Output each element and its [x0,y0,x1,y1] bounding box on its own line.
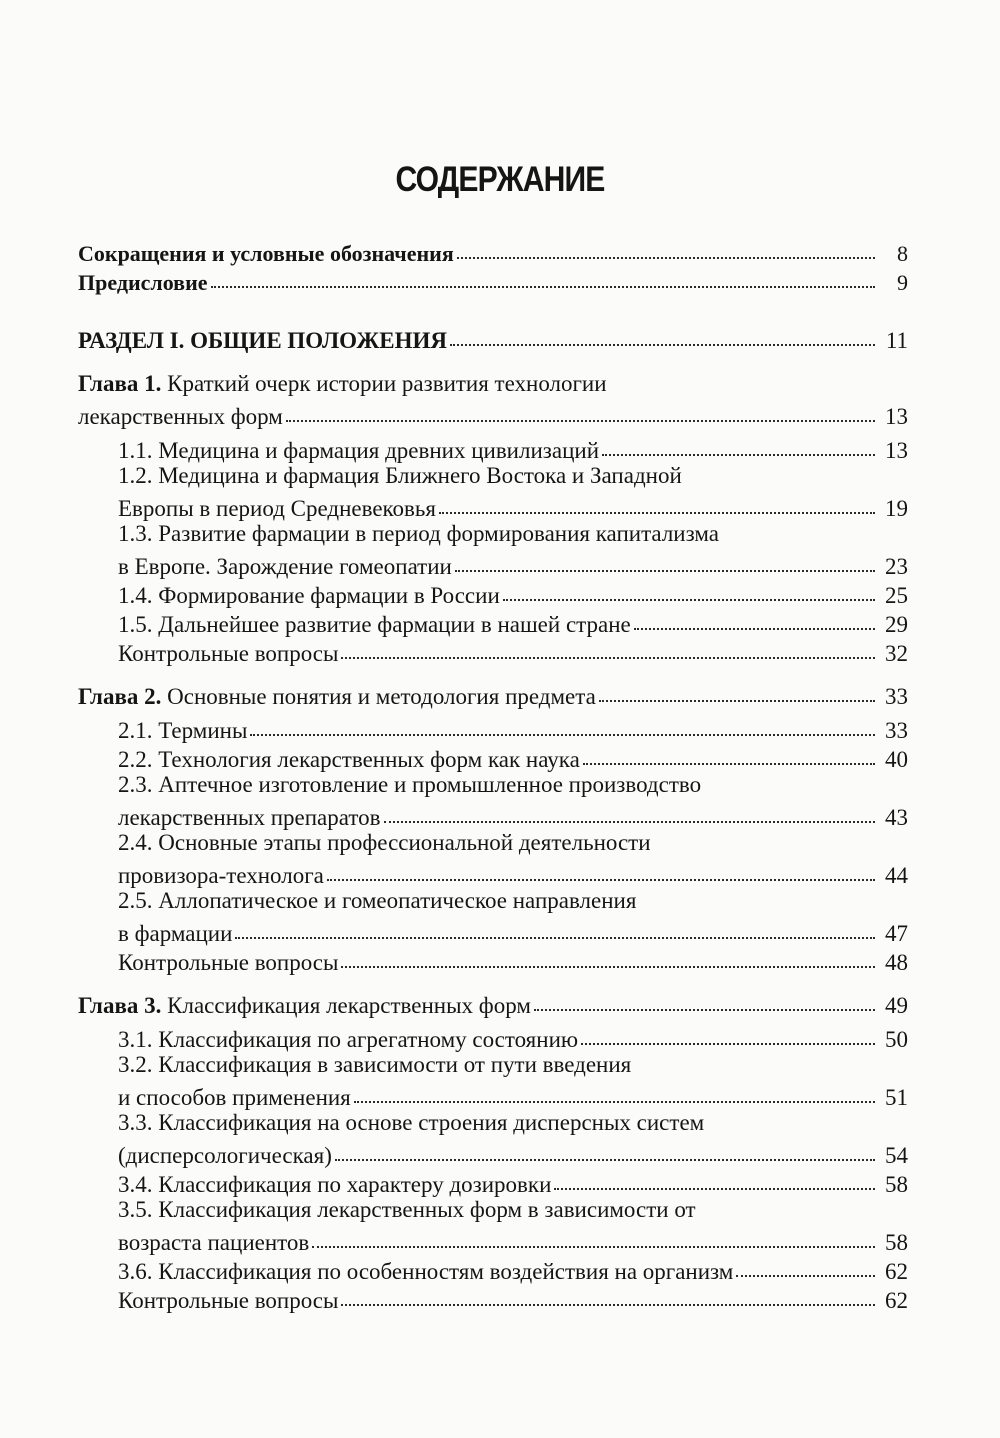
item-title: 1.4. Формирование фармации в России [118,583,500,608]
item-title: 1.5. Дальнейшее развитие фармации в нашей стране [118,612,631,637]
item-title-line1: 2.4. Основные этапы профессиональной деятельности [118,830,651,855]
page-number: 11 [885,328,908,353]
chapter-label: Глава 2. [78,684,162,709]
page-number: 13 [885,404,908,429]
item-title: 2.2. Технология лекарственных форм как наука [118,747,580,772]
leader-dots [327,857,875,881]
item-title: Контрольные вопросы [118,1288,339,1313]
leader-dots [341,944,875,968]
leader-dots [439,490,875,514]
page-number: 50 [885,1027,908,1052]
leader-dots [599,678,875,702]
page-number: 40 [885,747,908,772]
item-title-line2: возраста пациентов [118,1230,310,1255]
item-title: Контрольные вопросы [118,950,339,975]
leader-dots [384,799,876,823]
page-number: 54 [885,1143,908,1168]
item-title: Контрольные вопросы [118,641,339,666]
leader-dots [634,606,875,630]
page-number: 23 [885,554,908,579]
page-number: 43 [885,805,908,830]
chapter-title: Основные понятия и методология предмета [167,684,596,709]
leader-dots [312,1224,875,1248]
item-title: 3.1. Классификация по агрегатному состоянию [118,1027,579,1052]
page-number: 62 [885,1259,908,1284]
page-number: 25 [885,583,908,608]
item-title: 1.1. Медицина и фармация древних цивилизаций [118,438,600,463]
page-number: 33 [885,684,908,709]
entry-title: Сокращения и условные обозначения [78,241,454,266]
item-title-line1: 3.3. Классификация на основе строения дисперсных систем [118,1110,705,1135]
page-number: 32 [885,641,908,666]
chapter-label: Глава 1. [78,371,162,396]
item-title-line2: (дисперсологическая) [118,1143,332,1168]
item-title-line2: Европы в период Средневековья [118,496,436,521]
page-number: 44 [885,863,908,888]
page-number: 58 [885,1172,908,1197]
leader-dots [250,712,875,736]
item-title: 3.6. Классификация по особенностям воздействия на организм [118,1259,734,1284]
page-number: 58 [885,1230,908,1255]
page-number: 19 [885,496,908,521]
leader-dots [457,235,875,259]
leader-dots [211,264,875,288]
page-number: 13 [885,438,908,463]
leader-dots [602,432,875,456]
page-number: 9 [897,270,908,295]
page-number: 62 [885,1288,908,1313]
item-title-line2: в Европе. Зарождение гомеопатии [118,554,452,579]
chapter-title-line1: Краткий очерк истории развития технологии [167,371,607,396]
item-title-line1: 3.5. Классификация лекарственных форм в зависимости от [118,1197,696,1222]
leader-dots [534,987,875,1011]
leader-dots [554,1166,875,1190]
leader-dots [354,1079,875,1103]
chapter-title-line2: лекарственных форм [78,404,283,429]
item-title-line1: 1.2. Медицина и фармация Ближнего Востока и Западной [118,463,682,488]
item-title-line2: в фармации [118,921,233,946]
page-title: СОДЕРЖАНИЕ [395,160,605,199]
leader-dots [235,915,875,939]
page-number: 8 [897,241,908,266]
leader-dots [341,1282,875,1306]
chapter-title: Классификация лекарственных форм [167,993,531,1018]
page-number: 47 [885,921,908,946]
item-title-line2: и способов применения [118,1085,351,1110]
item-title: 2.1. Термины [118,718,248,743]
leader-dots [581,1021,875,1045]
item-title-line1: 1.3. Развитие фармации в период формирования капитализма [118,521,719,546]
leader-dots [583,741,875,765]
item-title-line2: провизора-технолога [118,863,324,888]
item-title-line1: 2.5. Аллопатическое и гомеопатическое направления [118,888,637,913]
chapter-label: Глава 3. [78,993,162,1018]
item-title-line1: 3.2. Классификация в зависимости от пути введения [118,1052,632,1077]
item-title-line1: 2.3. Аптечное изготовление и промышленное производство [118,772,702,797]
section-title: РАЗДЕЛ I. ОБЩИЕ ПОЛОЖЕНИЯ [78,328,447,353]
page-number: 49 [885,993,908,1018]
item-title-line2: лекарственных препаратов [118,805,381,830]
leader-dots [455,548,875,572]
leader-dots [736,1253,875,1277]
page-number: 51 [885,1085,908,1110]
page-number: 33 [885,718,908,743]
entry-title: Предисловие [78,270,208,295]
page-number: 29 [885,612,908,637]
leader-dots [503,577,875,601]
item-title: 3.4. Классификация по характеру дозировки [118,1172,552,1197]
leader-dots [341,635,875,659]
leader-dots [450,322,875,346]
page-number: 48 [885,950,908,975]
leader-dots [335,1137,875,1161]
leader-dots [286,398,875,422]
